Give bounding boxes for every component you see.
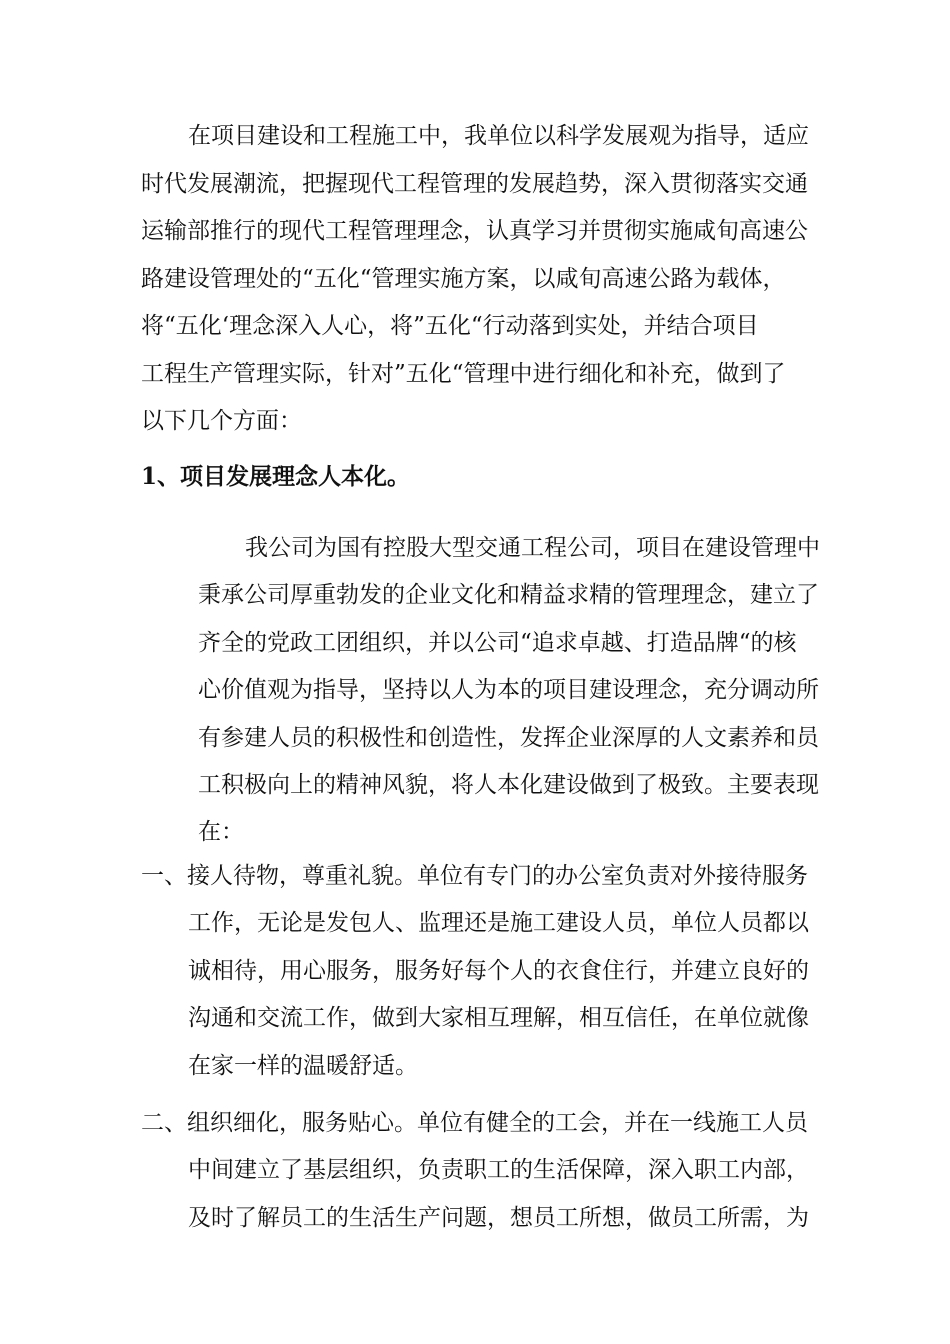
item2-line-1: 二、组织细化，服务贴心。单位有健全的工会，并在一线施工人员 [141,1110,808,1136]
item2-line-3: 及时了解员工的生活生产问题，想员工所想，做员工所需，为 [188,1205,809,1231]
item1-line-4: 沟通和交流工作，做到大家相互理解，相互信任，在单位就像 [188,1005,809,1031]
intro-line-4: 路建设管理处的“五化“管理实施方案，以咸旬高速公路为载体， [141,266,786,292]
section1-line-7: 在： [198,819,244,845]
item1-line-2: 工作，无论是发包人、监理还是施工建设人员，单位人员都以 [188,910,809,936]
section-heading: 1、项目发展理念人本化。 [141,463,411,490]
intro-line-2: 时代发展潮流，把握现代工程管理的发展趋势，深入贯彻落实交通 [141,171,808,197]
section1-line-1: 我公司为国有控股大型交通工程公司，项目在建设管理中 [245,535,820,561]
item2-line-2: 中间建立了基层组织，负责职工的生活保障，深入职工内部， [188,1157,809,1183]
item1-line-1: 一、接人待物，尊重礼貌。单位有专门的办公室负责对外接待服务 [141,863,808,889]
intro-line-5: 将“五化‘理念深入人心，将”五化“行动落到实处，并结合项目 [141,313,759,339]
section1-line-5: 有参建人员的积极性和创造性，发挥企业深厚的人文素养和员 [198,725,819,751]
intro-line-1: 在项目建设和工程施工中，我单位以科学发展观为指导，适应 [188,123,809,149]
section1-line-6: 工积极向上的精神风貌，将人本化建设做到了极致。主要表现 [198,772,819,798]
section1-line-2: 秉承公司厚重勃发的企业文化和精益求精的管理理念，建立了 [198,582,819,608]
intro-line-7: 以下几个方面： [141,408,302,434]
intro-line-3: 运输部推行的现代工程管理理念，认真学习并贯彻实施咸旬高速公 [141,218,808,244]
item1-line-5: 在家一样的温暖舒适。 [188,1053,418,1079]
section1-line-3: 齐全的党政工团组织，并以公司“追求卓越、打造品牌“的核 [198,630,797,656]
intro-line-6: 工程生产管理实际，针对”五化“管理中进行细化和补充，做到了 [141,361,786,387]
item1-line-3: 诚相待，用心服务，服务好每个人的衣食住行，并建立良好的 [188,958,809,984]
section1-line-4: 心价值观为指导，坚持以人为本的项目建设理念，充分调动所 [198,677,819,703]
